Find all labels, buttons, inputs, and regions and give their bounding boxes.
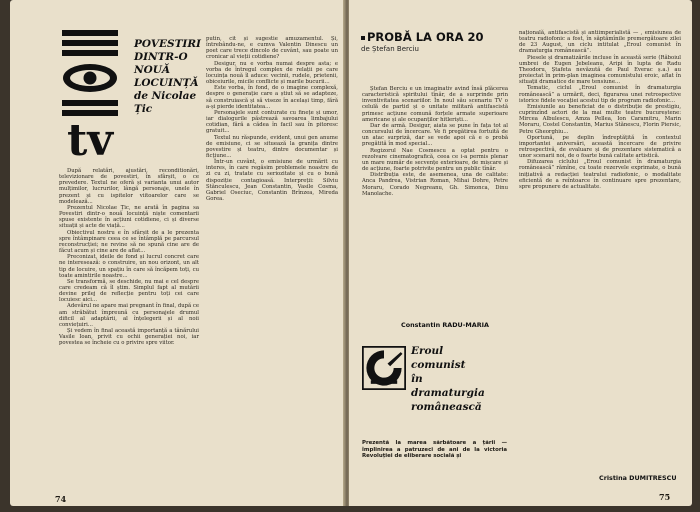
paragraph: Este vorba, în fond, de o imagine complexă, despre o generație care a știut să se adapteze, să construiască și să viseze în același timp, fără a-și pierde identitatea... [206, 85, 338, 110]
right-column-2 [519, 30, 681, 190]
page-number-right: 75 [659, 492, 671, 502]
title-line-6: Țic [134, 103, 153, 115]
paragraph: Textul nu răspunde, evident, unui gen anume de emisiune, ci se situează la granița dintre povestire și teatru, dintre documentar și ficțiune... [206, 134, 338, 159]
paragraph: Tematic, ciclul „Eroul comunist în dramaturgia românească” a urmărit, deci, figurarea unei retrospective istorice fidele vocației acestui tip de program radiofonic... [519, 85, 681, 104]
erou-title-line-3: în [411, 373, 423, 385]
erou-title-line-1: Eroul [411, 345, 444, 357]
left-page [10, 0, 345, 506]
rubric-author: de Ștefan Berciu [361, 45, 419, 53]
paragraph: Obiectivul nostru e în sfârșit de a le prezenta spre întâmpinare ceea ce se întâmplă pe parcursul reconstrucției; ne revine să ne spună cine are de făcut acum și cine are de aflat... [59, 229, 199, 255]
paragraph: Difuzarea ciclului „Eroul comunist în dramaturgia românească” rămîne, cu toate rezervele exprimate, o bună inițiativă a redacției teatrului radiofonic, o modalitate eficientă de a reîntoarce în continuare spre prezentare, spre propunere de actualitate. [519, 159, 681, 190]
signature-dumitrescu: Cristina DUMITRESCU [599, 474, 677, 482]
paragraph: După relatări, ajustări, reconditionări, televizionare de povestiri, în sfârșit, o ce prevedere. Textul ne oferă și varianta unui autor mulțimilor, lucrurilor, lângă personaje, unele în prezent și cu ispitelor viitoarelor care se modelează... [59, 168, 199, 205]
paragraph: Personajele sunt conturate cu finețe și umor, iar dialogurile păstrează savoarea limbajului cotidian, fără a cădea în facil sau în pitoresc gratuit... [206, 109, 338, 135]
paragraph: Distribuția este, de asemenea, una de calitate: Anca Pandrea, Vistrian Roman, Mihai Dohre, Petre Moraru, Corado Negreanu, Gh. Simonca, Dinu Manolache. [362, 172, 508, 197]
paragraph: Se transformă, se deschide, nu mai e cel despre care credeam că îl știm. Simplul fapt al mutării devine prilej de reflecție pentru toți cei care locuiesc aici... [59, 278, 199, 304]
erou-title-line-2: comunist [411, 359, 466, 371]
paragraph: Ștefan Berciu e un imaginativ avind însă plăcerea caracteristică spiritului tînăr, de a surprinde prin inventivitatea scenariilor. În noul său scenariu TV o celulă de partid și o unitate militară antifascistă primesc acțiune comună forțele armate superioare americane și ale ocupanților hitleriști... [362, 86, 508, 123]
erou-title [411, 344, 485, 414]
signature-radu-maria: Constantin RADU-MARIA [401, 321, 489, 329]
tv-logo-icon [59, 28, 121, 158]
paragraph: Într-un cuvânt, o emisiune de urmărit cu interes, în care regăsim problemele noastre de zi cu zi, tratate cu seriozitate și cu o bună dispoziție contagioasă. Interpreții: Silviu Stănculescu, Jean Constantin, Vasile Cosma, Gabriel Oseciuc, Constantin Brînzea, Mireda Gorea. [206, 159, 338, 203]
erou-title-line-4: dramaturgia [411, 387, 485, 399]
paragraph: Oportună, pe deplin îndreptățită în contextul importantei aniversări, această încercare de privire retrospectivă, de evaluare și de prezentare sistematică a unor scenarii noi, de o foarte bună calitate artistică. [519, 134, 681, 160]
right-page [349, 0, 692, 506]
rubric-title: PROBĂ LA ORA 20 [361, 30, 491, 44]
page-number-left: 74 [55, 494, 67, 504]
erou-intro: Prezentă la marea sărbătoare a țării — împlinirea a patruzeci de ani de la victoria Revoluției de eliberare socială și [362, 440, 507, 460]
left-column-2 [206, 36, 338, 202]
title-line-2: DINTR-O [134, 51, 188, 63]
logo-text: tv [67, 115, 113, 158]
right-column-1 [362, 86, 508, 197]
bullet-icon [361, 36, 365, 40]
paragraph: Preconizat, ideile de fond și lucrul concret care ne interesează: o construire, un nou orizont, un alt tip de locuire, un spațiu în care să încăpem toți, cu toate amintirile noastre... [59, 254, 199, 279]
paragraph: Emisiunile au beneficiat de o distribuție de prestigiu, cuprinzînd actori de la mai multe teatre bucureștene: Mircea Albulescu, Amza Pellea, Ion Caramitru, Marin Moraru, Costel Constantin, Marius Stănescu, Florin Piersic, Petre Gheorghiu... [519, 103, 681, 135]
title-line-5: de Nicolae [134, 90, 197, 102]
title-line-1: POVESTIRI [134, 38, 201, 50]
title-line-3: NOUĂ [134, 64, 171, 76]
paragraph: Regizorul Nae Cosmescu a optat pentru o rezolvare cinematografică, ceea ce i-a permis plenar un mare număr de secvențe exterioare, de mișcare și de acțiune, foarte potrivite pentru un public tînăr. [362, 147, 508, 173]
paragraph: Adevărul ne apare mai pregnant în final, după ce am străbătut împreună cu personajele drumul dificil al adaptării, al înțelegerii și al noii conviețuiri... [59, 303, 199, 328]
erou-logo-icon [362, 346, 406, 390]
erou-title-line-5: românească [411, 401, 482, 413]
title-line-4: LOCUINȚĂ [134, 77, 199, 89]
paragraph: Și vedem în final această importanță a tânărului Vasile Ioan, privit cu ochii generației noi, iar povestea se încheie cu o privire spre viitor. [59, 328, 199, 347]
paragraph: putin, cit și sugestie amuzamentul. Și, întrebându-ne, e cumva Valentin Dinescu un poet care trece dincolo de cuvânt, sau poate un cronicar al vieții cotidiene? [206, 36, 338, 61]
paragraph: Dar de armă. Desigur, aiata se pune în fața tot al concursului de încercare. Ve fi pregătirea fortuită de un atac surpriză, dar se vede apoi că e o probă pregătită în mod special... [362, 122, 508, 148]
paragraph: Prezentul Nicolae Țic, ne arată în pagina sa Povestiri dintr-o nouă locuință niște comentarii spuse existente în acțiuni cotidiene, ci și diverse situații și acte de viață... [59, 204, 199, 230]
paragraph: Desigur, nu e vorba numai despre asta; e vorba de întregul complex de relații pe care locuința nouă îl aduce: vecinii, rudele, prietenii, obiceiurile, micile conflicte și marile bucurii... [206, 60, 338, 86]
paragraph: Piesele și dramatizările incluse în această serie (Răboiul umbrei de Eugen Jebeleanu, Aripi în lupta de Radu Theodoru, Ștafeta nevăzută de Paul Everac ș.a.) au proiectat în prim-plan imaginea comunistului eroic, aflat în situații dramatice de mare tensiune... [519, 54, 681, 86]
paragraph: națională, antifascistă și antiimperialistă — , emisiunea de teatru radiofonic a fost, în săptămînile premergătoare zilei de 23 August, un ciclu intitulat „Eroul comunist în dramaturgia românească”. [519, 30, 681, 55]
rubric-header [361, 30, 491, 54]
left-column-1 [59, 168, 199, 347]
